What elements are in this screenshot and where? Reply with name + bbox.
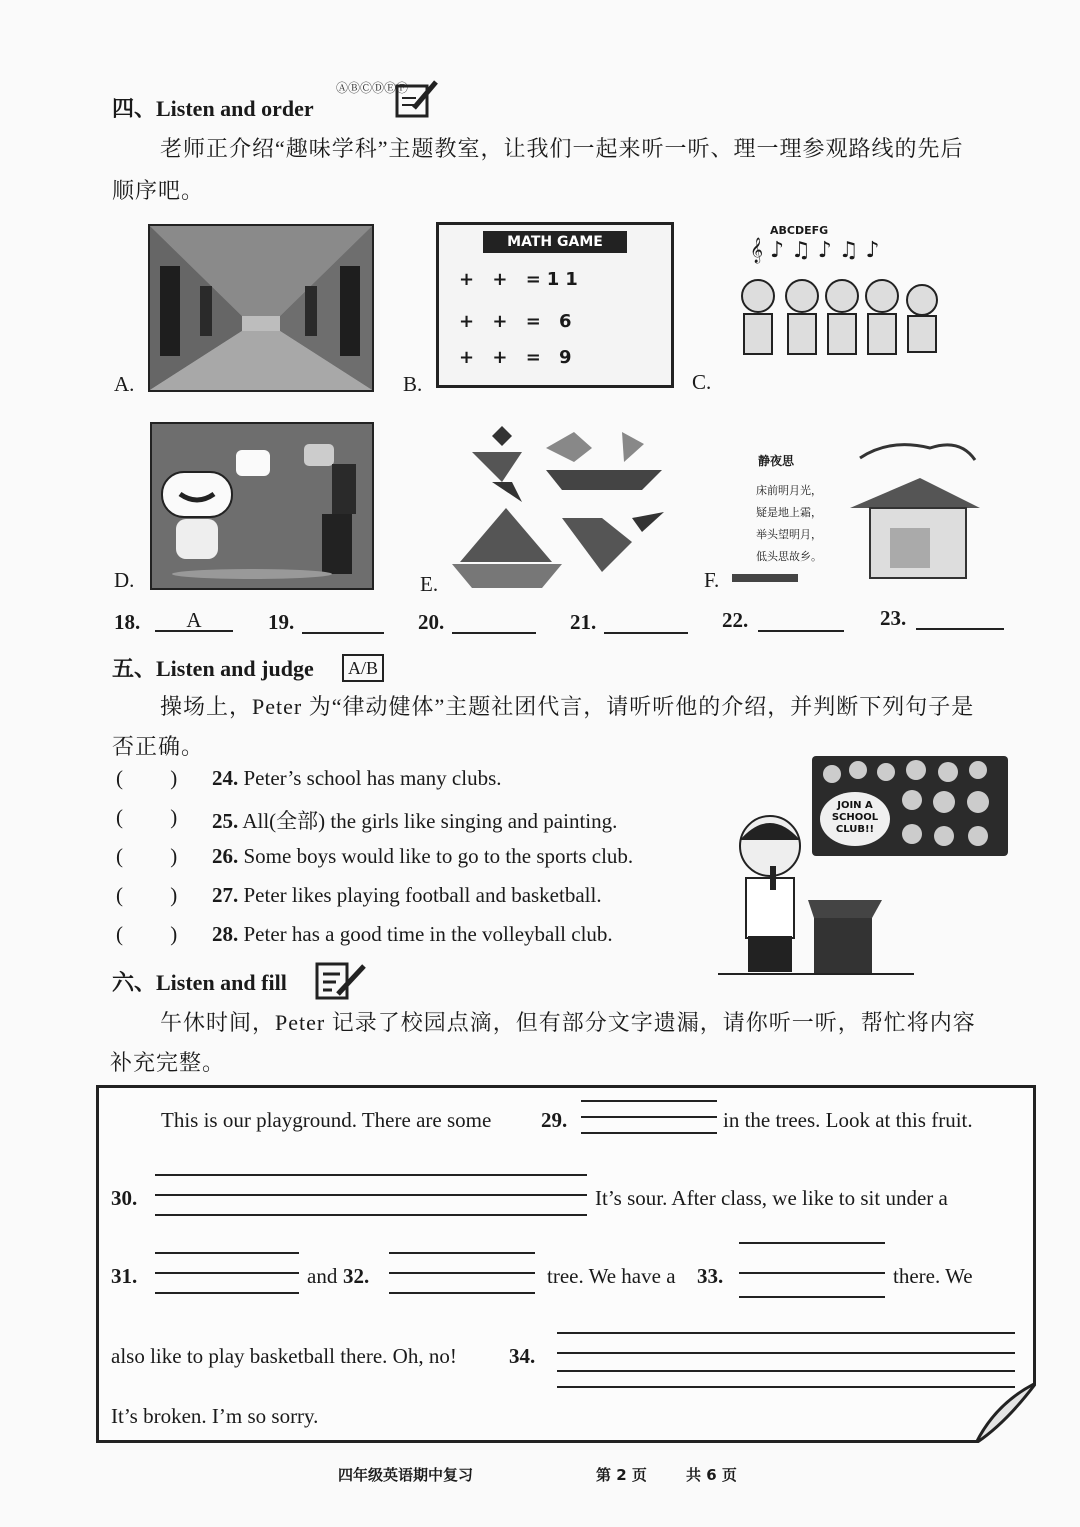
blank-num-29: 29. [541,1108,568,1132]
judge-paren-27[interactable]: ( ) [116,883,178,907]
answer-num-21: 21. [570,610,597,634]
section6-intro-line1: 午休时间，Peter 记录了校园点滴，但有部分文字遗漏，请你听一听，帮忙将内容 [160,1010,976,1035]
section4-intro-line1: 老师正介绍“趣味学科”主题教室，让我们一起来听一听、理一理参观路线的先后 [160,136,964,161]
picture-b-math-game [436,222,674,388]
judge-paren-26[interactable]: ( ) [116,844,178,868]
pavilion-image [850,438,980,588]
picture-d-robot [150,422,374,590]
fill-text-8: It’s broken. I’m so sorry. [111,1404,319,1428]
statement-24 [212,766,502,791]
picture-d-label: D. [114,568,135,592]
picture-c-singing-kids [730,224,945,389]
footer-page: 第 2 页 [596,1466,647,1484]
judge-paren-24[interactable]: ( ) [116,766,178,790]
music-notes-icon: 𝄞 ♪ ♫ ♪ ♫ ♪ [750,238,880,263]
section6-heading: 六、Listen and fill [112,970,287,995]
picture-a-label: A. [114,372,135,396]
answer-blank-22[interactable] [758,608,844,632]
answer-num-23: 23. [880,606,907,630]
judge-paren-25[interactable]: ( ) [116,805,178,829]
poem-line-1: 床前明月光， [756,485,822,497]
answer-num-22: 22. [722,608,749,632]
fill-in-box [96,1085,1036,1443]
blank-34-line-b[interactable] [557,1352,1015,1354]
blank-num-33: 33. [697,1264,724,1288]
picture-e-label: E. [420,572,439,596]
fill-text-1: This is our playground. There are some [161,1108,492,1132]
picture-c-label: C. [692,370,712,394]
blank-32-line-a[interactable] [389,1252,535,1254]
blank-32-line-b[interactable] [389,1272,535,1274]
fill-text-2: in the trees. Look at this fruit. [723,1108,973,1132]
picture-e-tangram [452,422,668,590]
statement-28 [212,922,613,947]
answer-blank-18[interactable]: A [155,608,233,632]
answer-blank-19[interactable] [302,610,384,634]
section5-heading: 五、Listen and judge [112,656,314,681]
blank-34-line-a[interactable] [557,1332,1015,1334]
poem-line-2: 疑是地上霜， [756,507,822,519]
blank-34-line-c[interactable] [557,1370,1015,1372]
blank-30-line-c[interactable] [155,1214,587,1216]
join-club-text: JOIN A SCHOOL CLUB!! [820,792,890,846]
statement-26 [212,844,633,869]
answer-num-20: 20. [418,610,445,634]
blank-29-line-a[interactable] [581,1100,717,1102]
ab-badge: A/B [342,654,384,682]
boy-speaking-image [718,806,914,978]
fill-text-4: and [307,1264,338,1288]
blank-31-line-a[interactable] [155,1252,299,1254]
footer-title: 四年级英语期中复习 [338,1466,474,1484]
statement-25 [212,805,617,835]
section4-heading: 四、Listen and order [112,96,314,121]
section5-intro-line2: 否正确。 [112,734,205,759]
math-equation-3: + + = 9 [459,347,578,368]
section5-intro-line1: 操场上，Peter 为“律动健体”主题社团代言，请听听他的介绍，并判断下列句子是 [160,694,975,719]
statement-text-26: Some boys would like to go to the sports club. [243,844,634,868]
statement-num-24: 24. [212,766,239,790]
statement-num-26: 26. [212,844,239,868]
fill-text-5: tree. We have a [547,1264,676,1288]
blank-34-line-d[interactable] [557,1386,1015,1388]
notepad-pen-icon [314,960,368,1002]
answer-num-18: 18. [114,610,141,634]
statement-num-28: 28. [212,922,239,946]
statement-text-27: Peter likes playing football and basketball. [243,883,602,907]
blank-33-line-c[interactable] [739,1296,885,1298]
statement-text-25: All(全部) the girls like singing and painting. [242,809,618,833]
picture-f-poem-scene [730,420,980,588]
blank-num-34: 34. [509,1344,536,1368]
section4-intro-line2: 顺序吧。 [112,178,205,203]
poem-line-3: 举头望明月， [756,529,822,541]
statement-num-27: 27. [212,883,239,907]
picture-a-corridor [148,224,374,392]
blank-33-line-b[interactable] [739,1272,885,1274]
blank-30-line-a[interactable] [155,1174,587,1176]
answer-num-19: 19. [268,610,295,634]
answer-blank-23[interactable] [916,606,1004,630]
blank-31-line-c[interactable] [155,1292,299,1294]
fill-text-3: It’s sour. After class, we like to sit under a [595,1186,948,1210]
math-equation-2: + + = 6 [459,311,578,332]
blank-29-line-b[interactable] [581,1116,717,1118]
footer-total: 共 6 页 [686,1466,737,1484]
page-curl-corner [956,1383,1036,1443]
picture-f-label: F. [704,568,720,592]
picture-b-label: B. [403,372,423,396]
statement-text-24: Peter’s school has many clubs. [243,766,502,790]
answer-blank-20[interactable] [452,610,536,634]
statement-27 [212,883,602,908]
section6-intro-line2: 补充完整。 [110,1050,226,1075]
blank-32-line-c[interactable] [389,1292,535,1294]
blank-29-line-c[interactable] [581,1132,717,1134]
math-equation-1: + + =11 [459,269,584,290]
blank-num-30: 30. [111,1186,138,1210]
statement-num-25: 25. [212,809,239,833]
blank-33-line-a[interactable] [739,1242,885,1244]
abc-option-icon: ⒶⒷⒸⒹⒺⒻ [336,81,409,95]
blank-num-32: 32. [343,1264,370,1288]
judge-paren-28[interactable]: ( ) [116,922,178,946]
answer-blank-21[interactable] [604,610,688,634]
poem-title: 静夜思 [758,454,795,468]
fill-text-6: there. We [893,1264,973,1288]
alphabet-text: ABCDEFG [770,224,829,237]
fill-text-7: also like to play basketball there. Oh, no! [111,1344,457,1368]
blank-num-31: 31. [111,1264,138,1288]
blank-30-line-b[interactable] [155,1194,587,1196]
statement-text-28: Peter has a good time in the volleyball club. [243,922,613,946]
poem-line-4: 低头思故乡。 [756,551,822,563]
blank-31-line-b[interactable] [155,1272,299,1274]
writing-pad-icon [394,78,440,120]
math-game-title: MATH GAME [483,231,627,253]
